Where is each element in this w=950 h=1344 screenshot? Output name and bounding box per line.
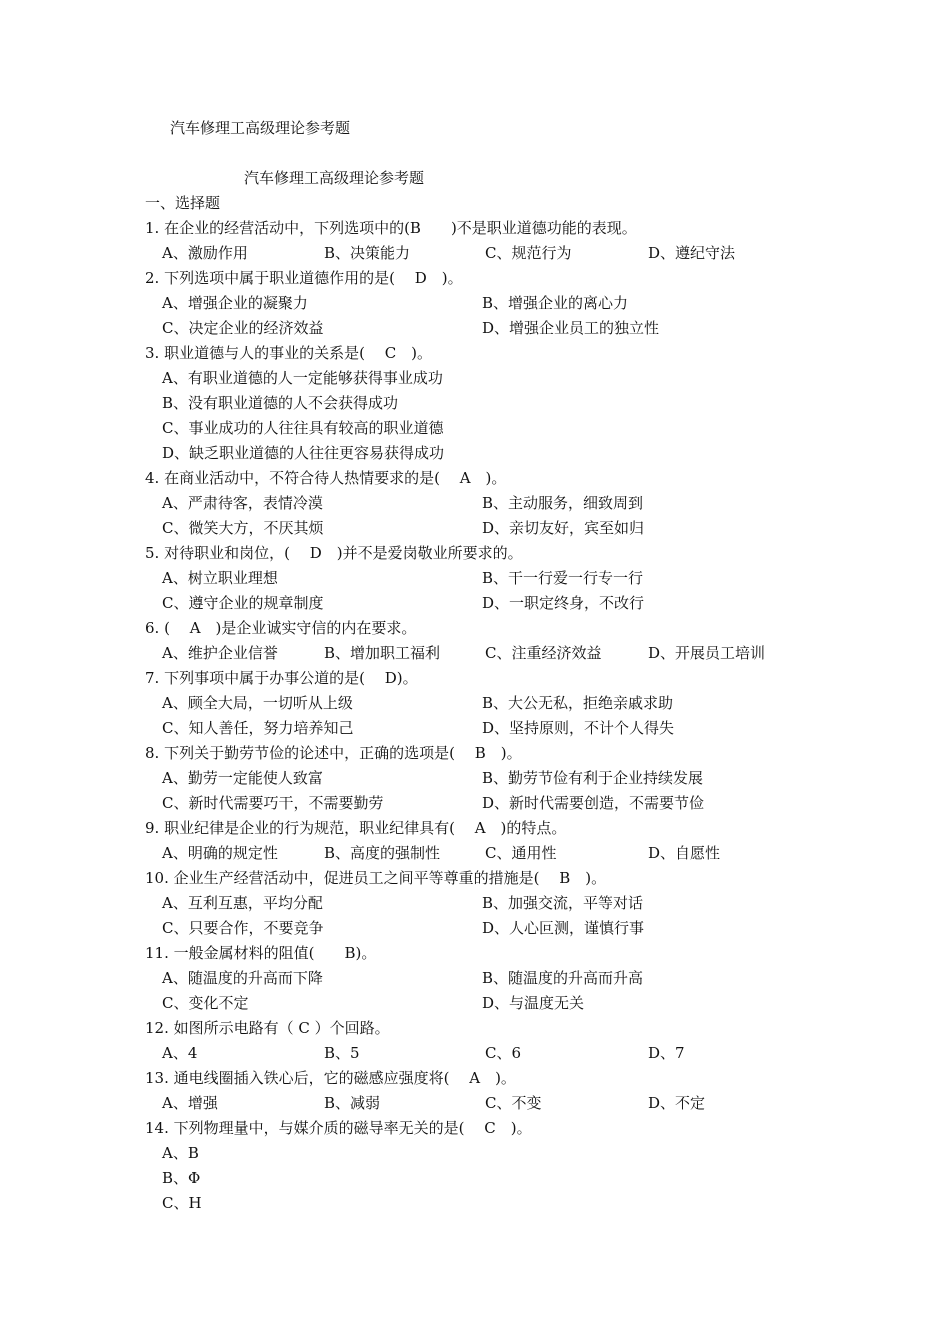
option-b: B、增加职工福利: [324, 644, 441, 662]
options-row: [145, 316, 865, 341]
question-text: 9. 职业纪律是企业的行为规范，职业纪律具有( A )的特点。: [145, 819, 567, 837]
options-row: [145, 1166, 865, 1191]
question-text: 3. 职业道德与人的事业的关系是( C )。: [145, 344, 433, 362]
option-b: B、高度的强制性: [324, 844, 441, 862]
option-d: D、缺乏职业道德的人往往更容易获得成功: [162, 444, 445, 462]
option-d: D、开展员工培训: [648, 644, 766, 662]
option-a: A、4: [162, 1044, 198, 1062]
option-d: D、自愿性: [648, 844, 721, 862]
option-c: C、事业成功的人往往具有较高的职业道德: [162, 419, 444, 437]
option-c: C、微笑大方，不厌其烦: [162, 519, 324, 537]
options-row: [145, 891, 865, 916]
question-text: 7. 下列事项中属于办事公道的是( D)。: [145, 669, 418, 687]
option-a: A、互利互惠，平均分配: [162, 894, 323, 912]
question-text: 14. 下列物理量中，与媒介质的磁导率无关的是( C )。: [145, 1119, 532, 1137]
option-a: A、顾全大局，一切听从上级: [162, 694, 353, 712]
question-text: 12. 如图所示电路有（ C ）个回路。: [145, 1019, 390, 1037]
option-a: A、严肃待客，表情冷漠: [162, 494, 323, 512]
option-c: C、6: [485, 1044, 522, 1062]
option-d: D、人心叵测，谨慎行事: [482, 919, 645, 937]
question-text: 8. 下列关于勤劳节俭的论述中，正确的选项是( B )。: [145, 744, 522, 762]
option-a: A、维护企业信誉: [162, 644, 278, 662]
options-row: [145, 641, 865, 666]
option-c: C、H: [162, 1194, 202, 1212]
options-row: [145, 416, 865, 441]
option-b: B、干一行爱一行专一行: [482, 569, 644, 587]
options-row: [145, 391, 865, 416]
option-c: C、通用性: [485, 844, 557, 862]
options-row: [145, 516, 865, 541]
option-a: A、树立职业理想: [162, 569, 278, 587]
option-c: C、决定企业的经济效益: [162, 319, 324, 337]
options-row: [145, 366, 865, 391]
document-title: 汽车修理工高级理论参考题: [170, 119, 351, 137]
option-c: C、不变: [485, 1094, 542, 1112]
options-row: [145, 766, 865, 791]
option-d: D、坚持原则，不计个人得失: [482, 719, 675, 737]
option-c: C、规范行为: [485, 244, 572, 262]
options-row: [145, 591, 865, 616]
option-b: B、增强企业的离心力: [482, 294, 629, 312]
option-a: A、激励作用: [162, 244, 248, 262]
option-b: B、大公无私，拒绝亲戚求助: [482, 694, 674, 712]
option-c: C、注重经济效益: [485, 644, 602, 662]
option-b: B、随温度的升高而升高: [482, 969, 644, 987]
options-row: [145, 441, 865, 466]
option-c: C、变化不定: [162, 994, 249, 1012]
option-d: D、与温度无关: [482, 994, 585, 1012]
options-row: [145, 491, 865, 516]
option-b: B、5: [324, 1044, 360, 1062]
options-row: [145, 241, 865, 266]
option-d: D、遵纪守法: [648, 244, 736, 262]
question-text: 4. 在商业活动中，不符合待人热情要求的是( A )。: [145, 469, 507, 487]
options-row: [145, 791, 865, 816]
option-b: B、减弱: [324, 1094, 381, 1112]
options-row: [145, 1041, 865, 1066]
question-text: 1. 在企业的经营活动中，下列选项中的(B )不是职业道德功能的表现。: [145, 219, 637, 237]
options-row: [145, 1141, 865, 1166]
options-row: [145, 566, 865, 591]
option-a: A、有职业道德的人一定能够获得事业成功: [162, 369, 443, 387]
option-b: B、勤劳节俭有利于企业持续发展: [482, 769, 704, 787]
question-list: [145, 216, 865, 1216]
option-b: B、加强交流，平等对话: [482, 894, 644, 912]
option-a: A、增强: [162, 1094, 218, 1112]
question-text: 10. 企业生产经营活动中，促进员工之间平等尊重的措施是( B )。: [145, 869, 607, 887]
options-row: [145, 1191, 865, 1216]
options-row: [145, 691, 865, 716]
question-text: 13. 通电线圈插入铁心后，它的磁感应强度将( A )。: [145, 1069, 516, 1087]
option-c: C、新时代需要巧干，不需要勤劳: [162, 794, 384, 812]
option-a: A、增强企业的凝聚力: [162, 294, 308, 312]
options-row: [145, 991, 865, 1016]
option-d: D、亲切友好，宾至如归: [482, 519, 645, 537]
options-row: [145, 966, 865, 991]
options-row: [145, 841, 865, 866]
option-d: D、不定: [648, 1094, 706, 1112]
question-text: 11. 一般金属材料的阻值( B)。: [145, 944, 377, 962]
option-a: A、明确的规定性: [162, 844, 278, 862]
option-d: D、新时代需要创造，不需要节俭: [482, 794, 705, 812]
option-c: C、遵守企业的规章制度: [162, 594, 324, 612]
option-b: B、主动服务，细致周到: [482, 494, 644, 512]
option-b: B、决策能力: [324, 244, 411, 262]
option-a: A、勤劳一定能使人致富: [162, 769, 323, 787]
option-a: A、B: [162, 1144, 199, 1162]
option-d: D、增强企业员工的独立性: [482, 319, 660, 337]
option-c: C、只要合作，不要竞争: [162, 919, 324, 937]
options-row: [145, 291, 865, 316]
question-text: 5. 对待职业和岗位，( D )并不是爱岗敬业所要求的。: [145, 544, 523, 562]
option-d: D、一职定终身，不改行: [482, 594, 645, 612]
question-text: 6. ( A )是企业诚实守信的内在要求。: [145, 619, 417, 637]
options-row: [145, 716, 865, 741]
option-a: A、随温度的升高而下降: [162, 969, 323, 987]
option-c: C、知人善任，努力培养知己: [162, 719, 354, 737]
option-d: D、7: [648, 1044, 685, 1062]
options-row: [145, 1091, 865, 1116]
section-heading: 一、选择题: [145, 194, 221, 212]
options-row: [145, 916, 865, 941]
option-b: B、没有职业道德的人不会获得成功: [162, 394, 399, 412]
document-subtitle: 汽车修理工高级理论参考题: [244, 169, 425, 187]
option-b: B、Φ: [162, 1169, 201, 1187]
question-text: 2. 下列选项中属于职业道德作用的是( D )。: [145, 269, 463, 287]
